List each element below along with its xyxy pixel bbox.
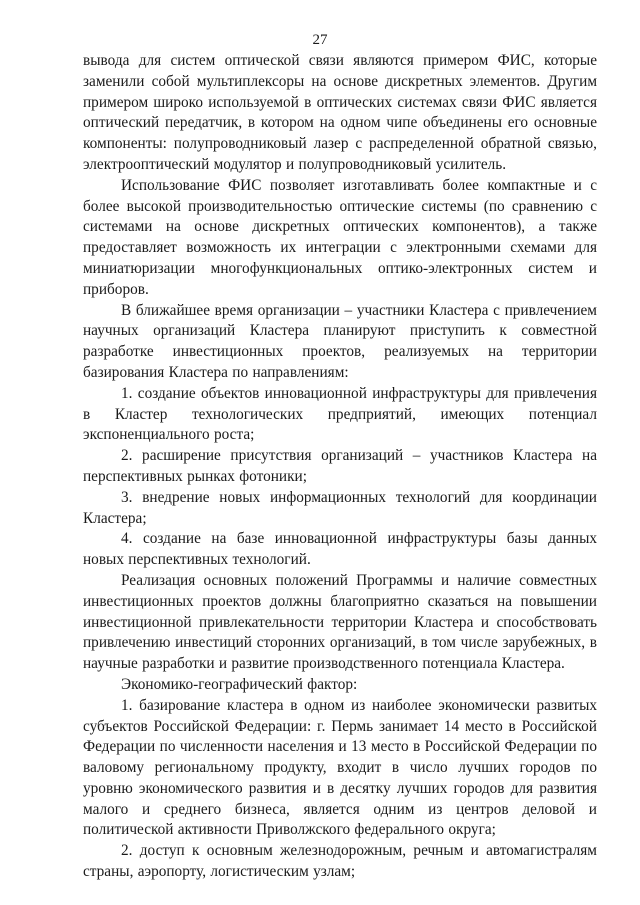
paragraph-economic-geographic-factor: Экономико-географический фактор: <box>121 675 358 693</box>
document-body <box>83 51 597 883</box>
paragraph-investment-plans: В ближайшее время организации – участники Кластера с привлечением научных организаций Кластера планируют приступить к совместной разработке инвестиционных проектов, реализуемых на территории базирования Кластера по направлениям: <box>83 301 597 381</box>
paragraph-fis-examples: вывода для систем оптической связи являются примером ФИС, которые заменили собой мультиплексоры на основе дискретных элементов. Другим примером широко используемой в оптических системах связи ФИС является оптический передатчик, в котором на одном чипе объединены его основные компоненты: полупроводниковый лазер с распределенной обратной связью, электрооптический модулятор и полупроводниковый усилитель. <box>83 52 597 173</box>
list-item-factor-1: 1. базирование кластера в одном из наиболее экономически развитых субъектов Российской Федерации: г. Пермь занимает 14 место в Российской Федерации по численности населения и 13 место в Российской Федерации по валовому региональному продукту, входит в число лучших городов по уровню экономического развития и в десятку лучших городов для развития малого и среднего бизнеса, является одним из центров деловой и политической активности Приволжского федерального округа; <box>83 696 597 839</box>
list-item-direction-4: 4. создание на базе инновационной инфраструктуры базы данных новых перспективных технологий. <box>83 530 597 569</box>
list-item-direction-2: 2. расширение присутствия организаций – участников Кластера на перспективных рынках фотоники; <box>83 447 597 485</box>
list-item-direction-1: 1. создание объектов инновационной инфраструктуры для привлечения в Кластер технологических предприятий, имеющих потенциал экспоненциального роста; <box>83 384 597 444</box>
page-number: 27 <box>312 32 328 48</box>
list-item-direction-3: 3. внедрение новых информационных технологий для координации Кластера; <box>83 488 597 527</box>
paragraph-fis-advantages: Использование ФИС позволяет изготавливать более компактные и с более высокой производительностью оптические системы (по сравнению с системами на основе дискретных оптических компонентов), а также предоставляет возможность их интеграции с электронными схемами для миниатюризации многофункциональных оптико-электронных систем и приборов. <box>83 176 597 298</box>
list-item-factor-2: 2. доступ к основным железнодорожным, речным и автомагистралям страны, аэропорту, логистическим узлам; <box>83 842 597 881</box>
paragraph-program-implementation: Реализация основных положений Программы и наличие совместных инвестиционных проектов должны благоприятно сказаться на повышении инвестиционной привлекательности территории Кластера и способствовать привлечению инвестиций сторонних организаций, в том числе зарубежных, в научные разработки и развитие производственного потенциала Кластера. <box>83 571 597 673</box>
